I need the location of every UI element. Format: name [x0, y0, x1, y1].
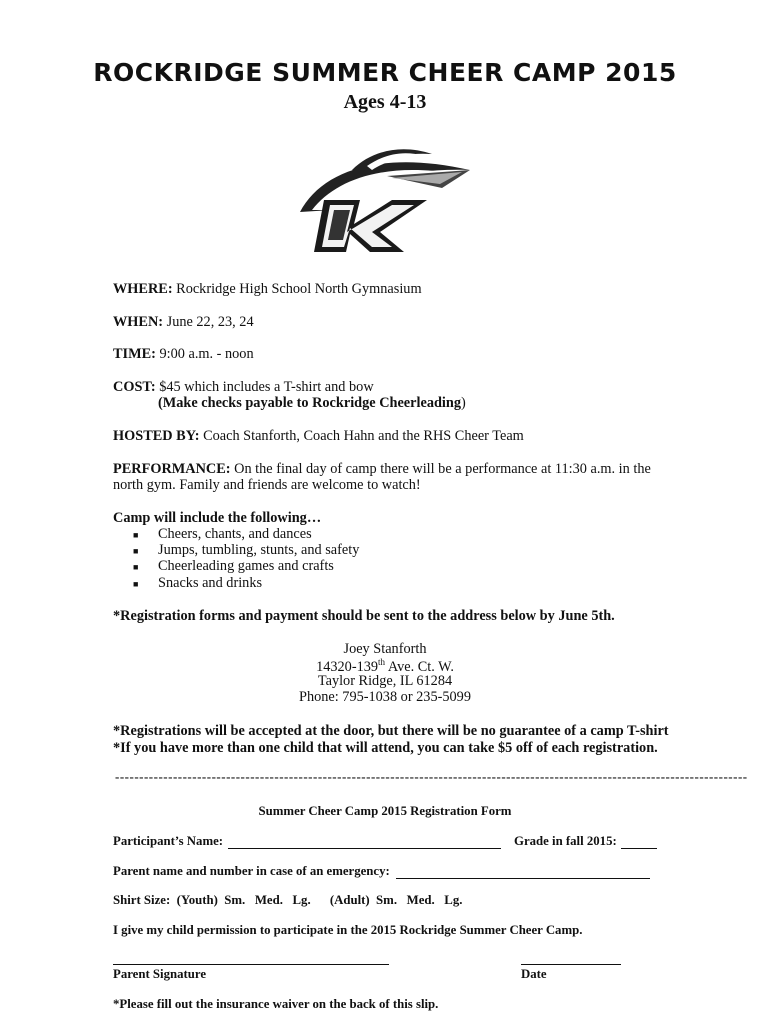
cost-note [158, 395, 466, 412]
when-line [113, 314, 254, 331]
includes-heading: Camp will include the following… [113, 510, 322, 526]
sibling-discount-note: *If you have more than one child that will attend, you can take $5 off of each registration. [113, 740, 658, 756]
cost-value: $45 which includes a T-shirt and bow [159, 379, 374, 395]
address-phone: Phone: 795-1038 or 235-5099 [299, 689, 471, 705]
address-city: Taylor Ridge, IL 61284 [317, 673, 453, 689]
hosted-label: HOSTED BY: [113, 428, 200, 444]
where-label: WHERE: [113, 281, 173, 297]
bullet-icon: ■ [133, 562, 139, 572]
bullet-icon: ■ [133, 530, 139, 540]
door-registration-note: *Registrations will be accepted at the door, but there will be no guarantee of a camp T-shirt [113, 723, 669, 739]
address-street-rest: Ave. Ct. W. [385, 658, 454, 675]
grade-field[interactable] [621, 848, 657, 849]
form-title: Summer Cheer Camp 2015 Registration Form [258, 804, 512, 818]
include-item: Snacks and drinks [158, 575, 263, 591]
emergency-contact-field[interactable] [396, 878, 650, 879]
when-value: June 22, 23, 24 [166, 314, 254, 330]
time-line [113, 346, 254, 363]
hosted-value: Coach Stanforth, Coach Hahn and the RHS Cheer Team [203, 428, 524, 444]
time-label: TIME: [113, 346, 156, 362]
performance-text-2: north gym. Family and friends are welcome to watch! [113, 477, 421, 493]
performance-text-1: On the final day of camp there will be a performance at 11:30 a.m. in the [234, 461, 651, 477]
include-item: Cheerleading games and crafts [158, 558, 334, 574]
rockridge-rocket-k-logo-icon [292, 140, 477, 258]
where-line [113, 281, 422, 298]
emergency-contact-label: Parent name and number in case of an emergency: [113, 864, 390, 878]
grade-label: Grade in fall 2015: [514, 834, 617, 848]
permission-statement: I give my child permission to participate in the 2015 Rockridge Summer Cheer Camp. [113, 923, 583, 937]
participant-name-field[interactable] [228, 848, 501, 849]
bullet-icon: ■ [133, 579, 139, 589]
time-value: 9:00 a.m. - noon [159, 346, 254, 362]
registration-deadline-note: *Registration forms and payment should be sent to the address below by June 5th. [113, 608, 615, 624]
cut-line-divider: ----------------------------------------------------------------------------------------------------------------------------------- [115, 769, 748, 784]
date-field[interactable] [521, 964, 621, 965]
include-item: Jumps, tumbling, stunts, and safety [158, 542, 360, 558]
address-street-ordinal: th [378, 657, 386, 667]
cost-note-open: ( [158, 395, 163, 411]
participant-name-label: Participant’s Name: [113, 834, 224, 848]
address-name: Joey Stanforth [343, 641, 427, 657]
shirt-size-line: Shirt Size: (Youth) Sm. Med. Lg. (Adult) Sm. Med. Lg. [113, 893, 463, 907]
insurance-waiver-note: *Please fill out the insurance waiver on the back of this slip. [113, 997, 439, 1011]
include-item: Cheers, chants, and dances [158, 526, 312, 542]
address-street-number: 14320-139 [316, 658, 379, 675]
cost-note-text: Make checks payable to Rockridge Cheerleading [162, 395, 461, 411]
bullet-icon: ■ [133, 546, 139, 556]
hosted-line [113, 428, 524, 445]
when-label: WHEN: [113, 314, 164, 330]
page-title: ROCKRIDGE SUMMER CHEER CAMP 2015 [93, 58, 677, 87]
age-range: Ages 4-13 [343, 91, 427, 113]
performance-label: PERFORMANCE: [113, 461, 231, 477]
performance-line [113, 461, 651, 478]
cost-line [113, 379, 374, 396]
where-value: Rockridge High School North Gymnasium [176, 281, 422, 297]
parent-signature-label: Parent Signature [113, 967, 207, 981]
cost-label: COST: [113, 379, 156, 395]
date-label: Date [521, 967, 547, 981]
parent-signature-field[interactable] [113, 964, 389, 965]
cost-note-close: ) [461, 395, 466, 411]
